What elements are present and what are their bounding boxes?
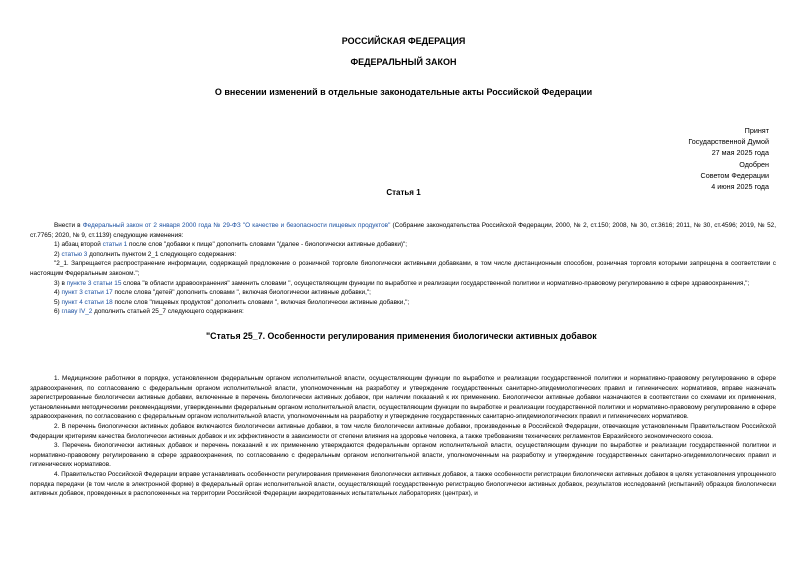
item-2-pre: 2)	[54, 250, 62, 258]
adoption-block	[569, 125, 769, 192]
item-6	[30, 307, 776, 317]
item-3	[30, 279, 776, 289]
article-18-link[interactable]: пункт 4 статьи 18	[61, 298, 113, 306]
chapter-iv2-link[interactable]: главу IV_2	[61, 308, 93, 316]
item-1-post: после слов "добавки к пище" дополнить словами "(далее - биологически активные добавки)";	[127, 241, 408, 249]
country-heading: РОССИЙСКАЯ ФЕДЕРАЦИЯ	[341, 36, 466, 46]
law-title: О внесении изменений в отдельные законодательные акты Российской Федерации	[214, 87, 593, 97]
article-1-link[interactable]: статьи 1	[102, 241, 128, 249]
item-5-post: после слов "пищевых продуктов" дополнить словами ", включая биологически активные добавки,";	[112, 298, 410, 306]
article-1-intro	[30, 221, 776, 240]
item-2-post: дополнить пунктом 2_1 следующего содержания:	[87, 250, 237, 258]
intro-text-post: (Собрание законодательства Российской Федерации, 2000, № 2, ст.150; 2008, № 30, ст.3616; 2011, № 30, ст.4596; 2019, № 52, ст.7765; 2020, № 9, ст.1139) следующие изменения:	[30, 222, 777, 239]
item-3-post: слова "в области здравоохранения" заменить словами ", осуществляющим функции по выработке и реализации государственной политики и нормативно-правовому регулированию в сфере здравоохранения,";	[121, 279, 750, 287]
accepted-label: Принят	[744, 126, 769, 135]
duma-date: 27 мая 2025 года	[711, 148, 769, 158]
council-date: 4 июня 2025 года	[711, 182, 769, 192]
paragraph-3: 3. Перечень биологически активных добавок и перечень показаний к их применению утверждаются федеральным органом исполнительной власти, осуществляющим функции по выработке и реализации государственной политики и нормативно-правовому регулированию в сфере здравоохранения, по согласованию с федеральным органом исполнительной власти, уполномоченным на разработку и утверждение государственных санитарно-эпидемиологических правил и гигиенических нормативов.	[30, 442, 776, 469]
law-type-heading: ФЕДЕРАЛЬНЫЙ ЗАКОН	[350, 57, 457, 67]
item-4-post: после слова "детей" дополнить словами ", включая биологически активные добавки,";	[112, 289, 371, 297]
paragraph-4: 4. Правительство Российской Федерации вправе устанавливать особенности регулирования применения биологически активных добавок, а также особенности регистрации биологически активных добавок в целях установления упрощенного порядка передачи (в том числе в электронной форме) в федеральный орган исполнительной власти, осуществляющий государственную регистрацию биологически активных добавок, результатов исследований (испытаний) образцов биологически активных добавок, проведенных в расположенных на территории Российской Федерации аккредитованных испытательных лабораториях (центрах), и	[30, 470, 776, 498]
article-17-link[interactable]: пункт 3 статьи 17	[61, 289, 113, 297]
item-6-post: дополнить статьей 25_7 следующего содержания:	[92, 308, 244, 316]
item-4	[30, 288, 776, 298]
item-4-pre: 4)	[54, 289, 62, 297]
article-25-7-body	[30, 374, 776, 499]
item-2-quote: "2_1. Запрещается распространение информации, содержащей предложение о розничной торговле биологически активными добавками, в том числе дистанционным способом, розничная торговля которыми запрещена в соответствии с настоящим Федеральным законом.";	[30, 260, 776, 277]
item-5	[30, 298, 776, 308]
item-3-pre: 3) в	[54, 279, 67, 287]
item-2	[30, 250, 776, 260]
intro-text: Внести в	[54, 222, 83, 229]
article-1-body	[30, 221, 776, 317]
item-1	[30, 240, 776, 250]
duma-label: Государственной Думой	[688, 137, 769, 147]
article-1-heading: Статья 1	[386, 188, 421, 197]
article-15-link[interactable]: пункте 3 статьи 15	[66, 279, 122, 287]
paragraph-2: 2. В перечень биологически активных добавок включаются биологически активные добавки, в том числе биологически активные добавки, произведенные в Российской Федерации, отвечающие установленным Правительством Российской Федерации критериям качества биологически активных добавок и их эффективности в зависимости от степени влияния на здоровье человека, а также требованиям технических регламентов Евразийского экономического союза.	[30, 422, 776, 440]
paragraph-1: 1. Медицинские работники в порядке, установленном федеральным органом исполнительной власти, осуществляющим функции по выработке и реализации государственной политики и нормативно-правовому регулированию в сфере здравоохранения, по согласованию с федеральным органом исполнительной власти, уполномоченным на разработку и утверждение государственных санитарно-эпидемиологических правил и гигиенических нормативов, вправе назначать зарегистрированные биологически активные добавки, включенные в перечень биологически активных добавок, при наличии показаний к их применению. Биологически активные добавки назначаются в соответствии со схемами их применения, установленными методическими рекомендациями, утвержденными федеральным органом исполнительной власти, осуществляющим функции по выработке и реализации государственной политики и нормативно-правовому регулированию в сфере здравоохранения, по согласованию с федеральным органом исполнительной власти, уполномоченным на разработку и утверждение государственных санитарно-эпидемиологических правил и гигиенических нормативов.	[30, 375, 776, 421]
item-1-pre: 1) абзац второй	[54, 241, 103, 249]
council-label: Советом Федерации	[700, 170, 769, 180]
item-5-pre: 5)	[54, 298, 62, 306]
law-29fz-link[interactable]: Федеральный закон от 2 января 2000 года № 29-ФЗ "О качестве и безопасности пищевых продуктов"	[82, 222, 391, 229]
item-6-pre: 6)	[54, 308, 62, 316]
article-25-7-heading: "Статья 25_7. Особенности регулирования применения биологически активных добавок	[206, 331, 597, 341]
article-3-link[interactable]: статью 3	[61, 250, 88, 258]
approved-label: Одобрен	[739, 159, 769, 169]
